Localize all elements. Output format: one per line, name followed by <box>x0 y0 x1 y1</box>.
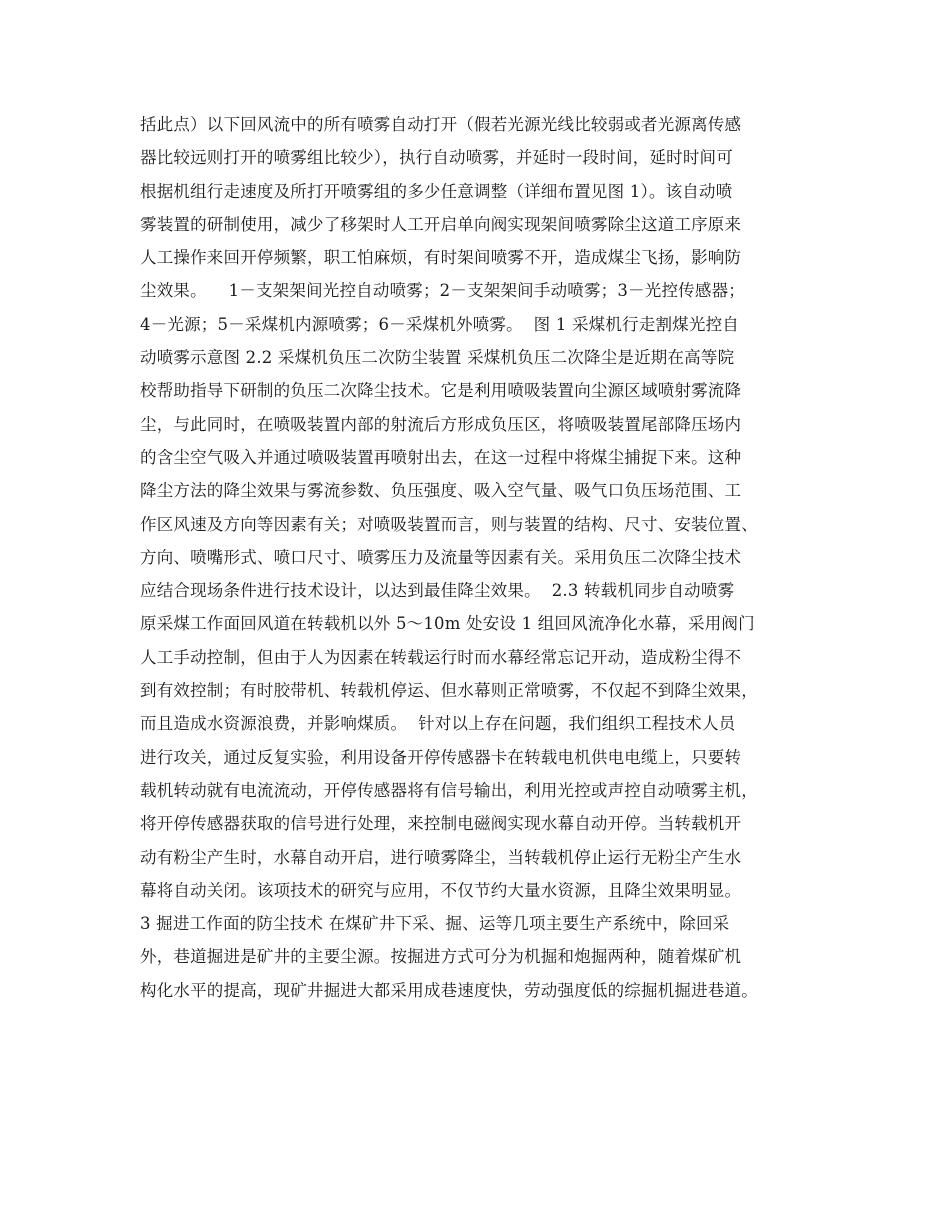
text-line: 4－光源；5－采煤机内源喷雾；6－采煤机外喷雾。 图 1 采煤机行走割煤光控自 <box>140 314 739 334</box>
text-line: 方向、喷嘴形式、喷口尺寸、喷雾压力及流量等因素有关。采用负压二次降尘技术 <box>140 547 742 567</box>
text-line: 而且造成水资源浪费，并影响煤质。 针对以上存在问题，我们组织工程技术人员 <box>140 714 736 734</box>
text-line: 构化水平的提高，现矿井掘进大都采用成巷速度快，劳动强度低的综掘机掘进巷道。 <box>140 980 758 1000</box>
text-line: 外，巷道掘进是矿井的主要尘源。按掘进方式可分为机掘和炮掘两种，随着煤矿机 <box>140 947 742 967</box>
text-line: 作区风速及方向等因素有关；对喷吸装置而言，则与装置的结构、尺寸、安装位置、 <box>140 514 758 534</box>
text-line: 动喷雾示意图 2.2 采煤机负压二次防尘装置 采煤机负压二次降尘是近期在高等院 <box>140 348 735 368</box>
text-line: 雾装置的研制使用，减少了移架时人工开启单向阀实现架间喷雾除尘这道工序原来 <box>140 214 742 234</box>
text-line: 降尘方法的降尘效果与雾流参数、负压强度、吸入空气量、吸气口负压场范围、工 <box>140 481 742 501</box>
text-line: 应结合现场条件进行技术设计，以达到最佳降尘效果。 2.3 转载机同步自动喷雾 <box>140 581 735 601</box>
text-line: 进行攻关，通过反复实验，利用设备开停传感器卡在转载电机供电电缆上，只要转 <box>140 747 742 767</box>
text-line: 人工手动控制，但由于人为因素在转载运行时而水幕经常忘记开动，造成粉尘得不 <box>140 647 742 667</box>
text-line: 人工操作来回开停频繁，职工怕麻烦，有时架间喷雾不开，造成煤尘飞扬，影响防 <box>140 248 742 268</box>
text-line: 载机转动就有电流流动，开停传感器将有信号输出，利用光控或声控自动喷雾主机， <box>140 780 758 800</box>
text-line: 括此点）以下回风流中的所有喷雾自动打开（假若光源光线比较弱或者光源离传感 <box>140 115 742 134</box>
text-line: 3 掘进工作面的防尘技术 在煤矿井下采、掘、运等几项主要生产系统中，除回采 <box>140 914 730 934</box>
text-line: 的含尘空气吸入并通过喷吸装置再喷射出去，在这一过程中将煤尘捕捉下来。这种 <box>140 447 742 467</box>
text-line: 将开停传感器获取的信号进行处理，来控制电磁阀实现水幕自动开停。当转载机开 <box>140 814 742 834</box>
text-line: 到有效控制；有时胶带机、转载机停运、但水幕则正常喷雾，不仅起不到降尘效果， <box>140 681 758 701</box>
text-line: 器比较远则打开的喷雾组比较少），执行自动喷雾，并延时一段时间，延时时间可 <box>140 148 733 168</box>
text-line: 幕将自动关闭。该项技术的研究与应用，不仅节约大量水资源，且降尘效果明显。 <box>140 880 742 900</box>
text-line: 原采煤工作面回风道在转载机以外 5～10m 处安设 1 组回风流净化水幕，采用阀门 <box>140 614 755 634</box>
body-text <box>140 108 830 1007</box>
text-line: 校帮助指导下研制的负压二次降尘技术。它是利用喷吸装置向尘源区域喷射雾流降 <box>140 381 742 401</box>
text-line: 动有粉尘产生时，水幕自动开启，进行喷雾降尘，当转载机停止运行无粉尘产生水 <box>140 847 742 867</box>
text-line: 尘，与此同时，在喷吸装置内部的射流后方形成负压区，将喷吸装置尾部降压场内 <box>140 414 742 434</box>
text-line: 根据机组行走速度及所打开喷雾组的多少任意调整（详细布置见图 1）。该自动喷 <box>140 181 733 201</box>
text-line: 尘效果。 1－支架架间光控自动喷雾；2－支架架间手动喷雾；3－光控传感器； <box>140 281 745 301</box>
